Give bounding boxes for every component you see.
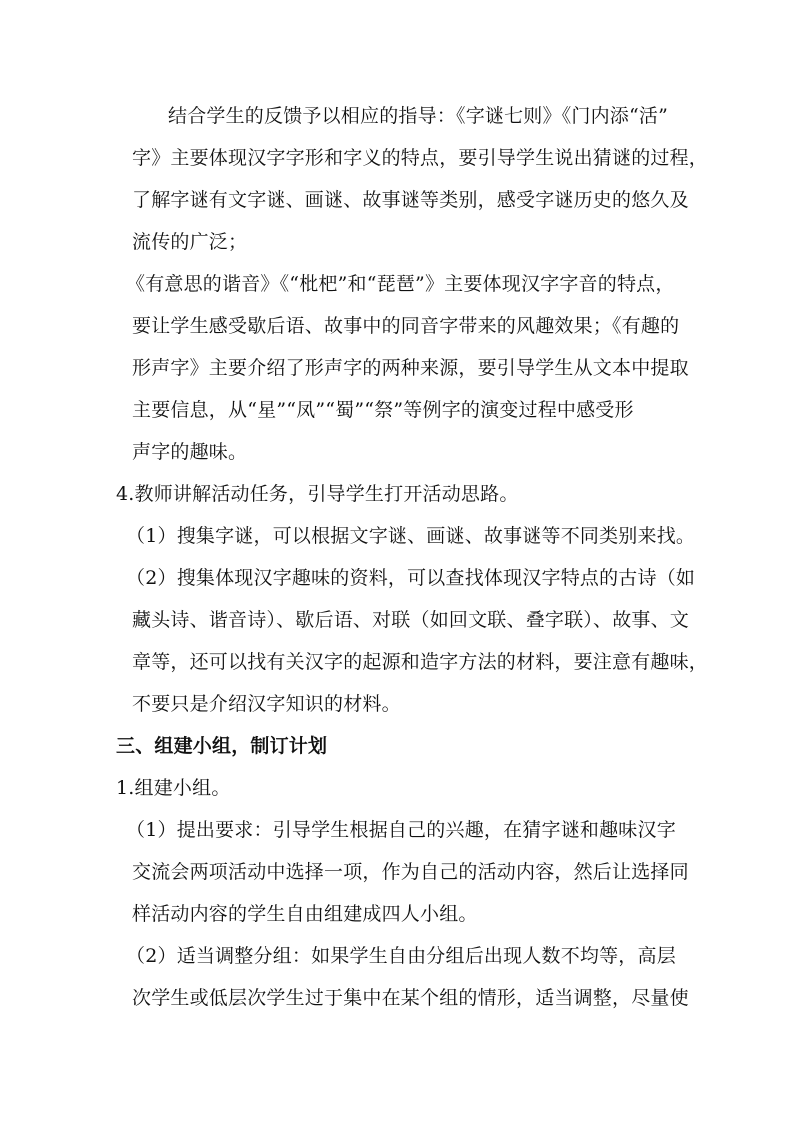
list-item: 4.教师讲解活动任务，引导学生打开活动思路。 — [116, 483, 519, 505]
paragraph-line: 声字的趣味。 — [132, 441, 248, 463]
list-item: （1）搜集字谜，可以根据文字谜、画谜、故事谜等不同类别来找。 — [126, 525, 696, 547]
paragraph-line: 藏头诗、谐音诗）、歇后语、对联（如回文联、叠字联）、故事、文 — [132, 609, 690, 631]
section-heading: 三、组建小组，制订计划 — [116, 735, 328, 757]
paragraph-line: 交流会两项活动中选择一项，作为自己的活动内容，然后让选择同 — [132, 861, 689, 883]
paragraph-line: 次学生或低层次学生过于集中在某个组的情形，适当调整，尽量使 — [132, 987, 689, 1009]
list-item: （2）搜集体现汉字趣味的资料，可以查找体现汉字特点的古诗（如 — [126, 567, 696, 589]
paragraph-line: 字》主要体现汉字字形和字义的特点，要引导学生说出猜谜的过程， — [132, 147, 709, 169]
paragraph-line: 结合学生的反馈予以相应的指导：《字谜七则》《门内添“活” — [168, 105, 669, 127]
paragraph-line: 《有意思的谐音》《“枇杷”和“琵琶”》主要体现汉字字音的特点， — [126, 273, 675, 295]
paragraph-line: 流传的广泛； — [132, 231, 248, 253]
list-item: （2）适当调整分组：如果学生自由分组后出现人数不均等，高层 — [126, 945, 676, 967]
paragraph-line: 形声字》主要介绍了形声字的两种来源，要引导学生从文本中提取 — [132, 357, 689, 379]
paragraph-line: 章等，还可以找有关汉字的起源和造字方法的材料，要注意有趣味， — [132, 651, 709, 673]
paragraph-line: 主要信息，从“星”“凤”“蜀”“祭”等例字的演变过程中感受形 — [132, 399, 634, 421]
paragraph-line: 样活动内容的学生自由组建成四人小组。 — [132, 903, 478, 925]
paragraph-line: 要让学生感受歇后语、故事中的同音字带来的风趣效果；《有趣的 — [132, 315, 680, 337]
paragraph-line: 了解字谜有文字谜、画谜、故事谜等类别，感受字谜历史的悠久及 — [132, 189, 689, 211]
list-item: 1.组建小组。 — [116, 777, 231, 799]
paragraph-line: 不要只是介绍汉字知识的材料。 — [132, 693, 401, 715]
list-item: （1）提出要求：引导学生根据自己的兴趣，在猜字谜和趣味汉字 — [126, 819, 676, 841]
